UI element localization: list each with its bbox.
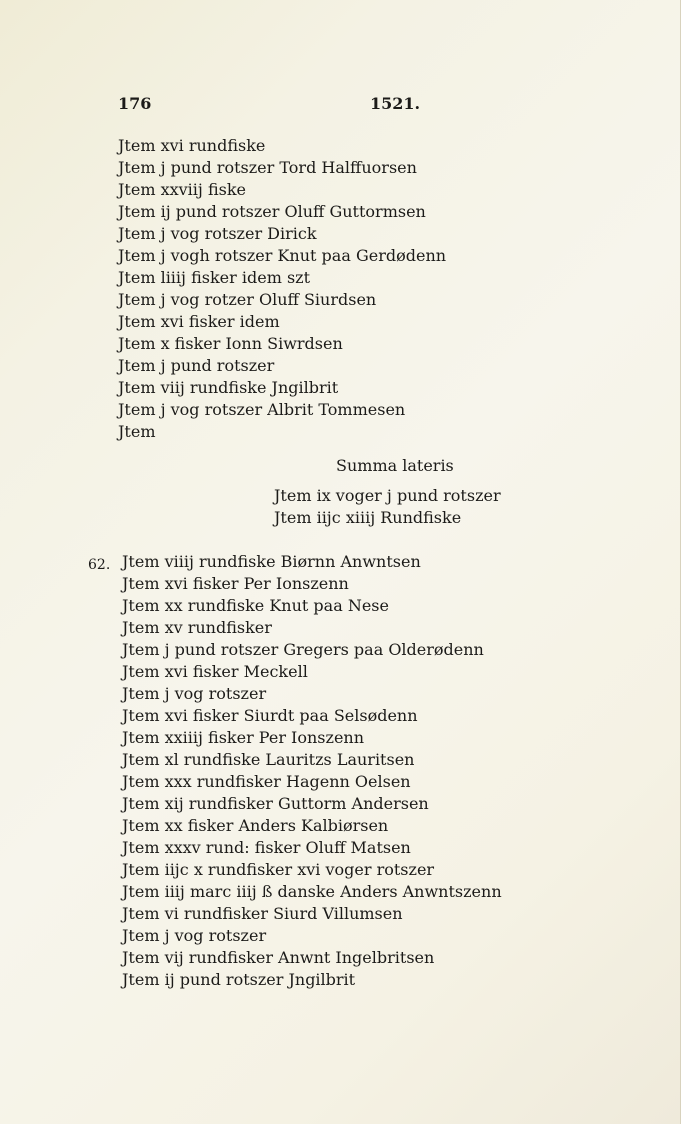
page-edge [680,0,688,1124]
entry-line: Jtem vij rundfisker Anwnt Ingelbritsen [122,948,435,967]
marginal-number: 62. [88,557,111,573]
entry-line: Jtem xij rundfisker Guttorm Andersen [122,794,429,813]
summa-line: Jtem iijc xiiij Rundfiske [274,508,462,527]
entry-line: Jtem viiij rundfiske Biørnn Anwntsen [122,552,421,571]
entry-line: Jtem x fisker Ionn Siwrdsen [118,334,343,353]
entry-line: Jtem [118,422,156,441]
entry-line: Jtem viij rundfiske Jngilbrit [118,378,339,397]
entry-line: Jtem xvi fisker idem [118,312,280,331]
entry-line: Jtem xx rundfiske Knut paa Nese [122,596,389,615]
entry-line: Jtem j pund rotszer Tord Halffuorsen [118,158,417,177]
entry-line: Jtem xl rundfiske Lauritzs Lauritsen [122,750,415,769]
entry-line: Jtem j vogh rotszer Knut paa Gerdødenn [118,246,447,265]
entry-line: Jtem iijc x rundfisker xvi voger rotszer [122,860,435,879]
entry-line: Jtem xvi rundfiske [118,136,266,155]
entry-line: Jtem j vog rotzer Oluff Siurdsen [118,290,377,309]
entry-line: Jtem ij pund rotszer Oluff Guttormsen [118,202,426,221]
entry-line: Jtem j vog rotszer Albrit Tommesen [118,400,406,419]
entry-line: Jtem j vog rotszer [122,926,267,945]
entry-line: Jtem xx fisker Anders Kalbiørsen [122,816,389,835]
running-header-year: 1521. [370,94,421,113]
summa-line: Jtem ix voger j pund rotszer [274,486,501,505]
entry-line: Jtem xxxv rund: fisker Oluff Matsen [122,838,411,857]
entry-line: Jtem vi rundfisker Siurd Villumsen [122,904,403,923]
entry-line: Jtem xxx rundfisker Hagenn Oelsen [122,772,411,791]
entry-line: Jtem j vog rotszer [122,684,267,703]
entry-line: Jtem j pund rotszer Gregers paa Olderødenn [122,640,484,659]
entry-line: Jtem ij pund rotszer Jngilbrit [122,970,356,989]
entry-line: Jtem xxiiij fisker Per Ionszenn [122,728,365,747]
entry-line: Jtem j vog rotszer Dirick [118,224,317,243]
entry-line: Jtem xvi fisker Meckell [122,662,308,681]
entry-line: Jtem iiij marc iiij ß danske Anders Anwntszenn [122,882,502,901]
entry-line: Jtem xvi fisker Siurdt paa Selsødenn [122,706,418,725]
page-number: 176 [118,94,152,113]
summa-heading: Summa lateris [336,456,454,475]
entry-line: Jtem xxviij fiske [118,180,246,199]
entry-line: Jtem xv rundfisker [122,618,272,637]
entry-line: Jtem xvi fisker Per Ionszenn [122,574,349,593]
entry-line: Jtem j pund rotszer [118,356,275,375]
entry-line: Jtem liiij fisker idem szt [118,268,311,287]
